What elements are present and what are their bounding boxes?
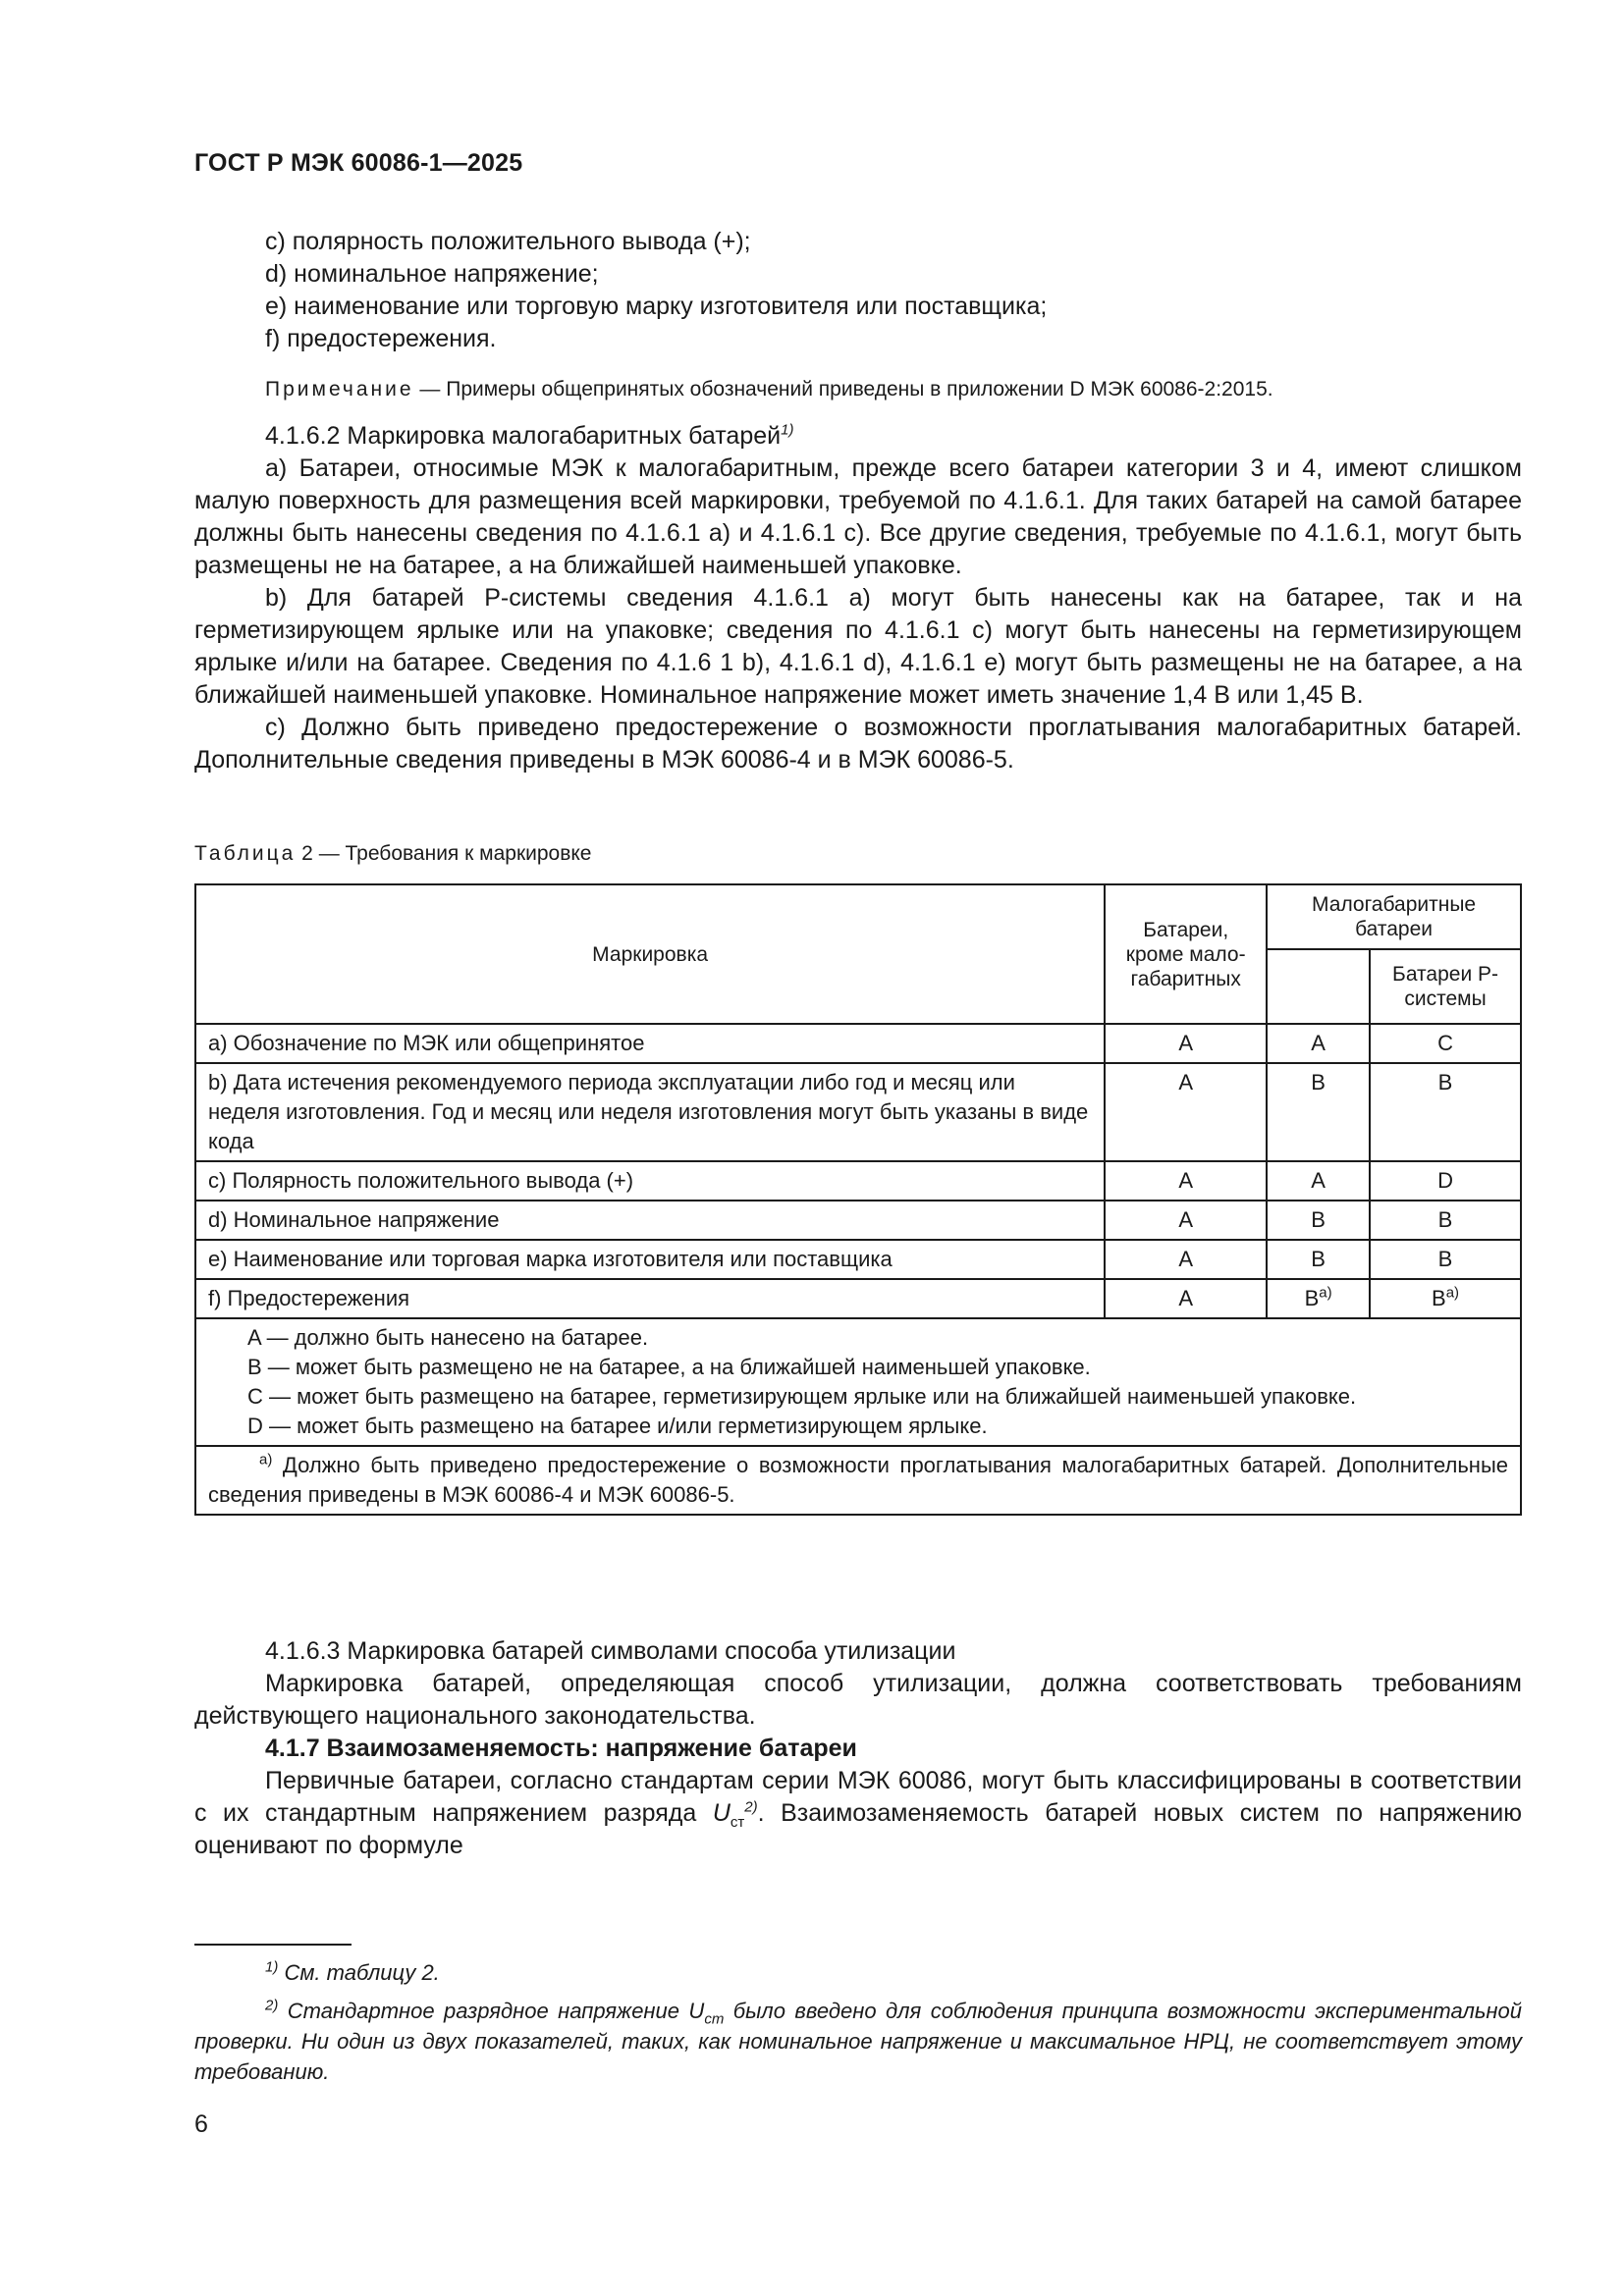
section-title: 4.1.6.2 Маркировка малогабаритных батарей: [265, 422, 782, 450]
table-footnote-text: Должно быть приведено предостережение о возможности проглатывания малогабаритных батарей. Дополнительные сведения приведены в МЭК 60086-4 и МЭК 60086-5.: [208, 1453, 1508, 1507]
footnote-text: было введено для соблюдения принципа возможности экспериментальной проверки. Ни один из двух показателей, таких, как номинальное напряжение и максимальное НРЦ, не соответствует этому требованию.: [194, 1999, 1522, 2084]
caption-label: Таблица: [194, 842, 297, 865]
val-text: B: [1304, 1286, 1320, 1310]
row-val-non-small: A: [1105, 1063, 1267, 1161]
footnote-2: [194, 1996, 1522, 2087]
note: [194, 375, 1522, 404]
paragraph-a: а) Батареи, относимые МЭК к малогабаритным, прежде всего батареи категории 3 и 4, имеют слишком малую поверхность для размещения всей маркировки, требуемой по 4.1.6.1. Для таких батарей на самой батарее должны быть нанесены сведения по 4.1.6.1 а) и 4.1.6.1 с). Все другие сведения, требуемые по 4.1.6.1, могут быть размещены не на батарее, а на ближайшей наименьшей упаковке.: [194, 454, 1522, 579]
row-val-non-small: A: [1105, 1279, 1267, 1318]
row-desc: а) Обозначение по МЭК или общепринятое: [195, 1024, 1105, 1063]
table-row: [195, 1063, 1521, 1161]
legend-item: A — должно быть нанесено на батарее.: [247, 1325, 649, 1350]
paragraph-c: c) Должно быть приведено предостережение о возможности проглатывания малогабаритных батарей. Дополнительные сведения приведены в МЭК 60086-4 и в МЭК 60086-5.: [194, 714, 1522, 774]
footnote-ref: 1): [265, 1958, 279, 1976]
footnote-rule: [194, 1944, 352, 1946]
row-val-non-small: A: [1105, 1201, 1267, 1240]
row-val-p-system: B: [1370, 1063, 1521, 1161]
row-desc: с) Полярность положительного вывода (+): [195, 1161, 1105, 1201]
table-footnote-row: [195, 1446, 1521, 1515]
table-row: [195, 1240, 1521, 1279]
symbol-sub: ст: [704, 2010, 725, 2028]
section-4162: [194, 420, 1522, 776]
row-val-p-system: B: [1370, 1201, 1521, 1240]
footnote-text: Стандартное разрядное напряжение: [278, 1999, 689, 2023]
text-part: . Взаимозаменяемость батарей новых систем по напряжению оценивают по формуле: [194, 1799, 1522, 1859]
header-marking: Маркировка: [195, 884, 1105, 1024]
document-header: ГОСТ Р МЭК 60086-1—2025: [194, 149, 523, 177]
row-val-p-system: B: [1370, 1240, 1521, 1279]
text-part: Первичные батареи, согласно стандартам серии МЭК 60086, могут быть классифицированы в соответствии с их стандартным напряжением разряда: [194, 1767, 1522, 1827]
legend-item: B — может быть размещено не на батарее, а на ближайшей наименьшей упаковке.: [247, 1355, 1091, 1379]
row-val-non-small: A: [1105, 1240, 1267, 1279]
note-text: — Примеры общепринятых обозначений приведены в приложении D МЭК 60086-2:2015.: [413, 378, 1273, 400]
section-text: Маркировка батарей, определяющая способ утилизации, должна соответствовать требованиям действующего национального законодательства.: [194, 1670, 1522, 1730]
table-row: [195, 1201, 1521, 1240]
row-val-p-system: D: [1370, 1161, 1521, 1201]
footnote-ref: а): [1319, 1284, 1332, 1302]
row-desc: d) Номинальное напряжение: [195, 1201, 1105, 1240]
row-desc: b) Дата истечения рекомендуемого периода эксплуатации либо год и месяц или неделя изготовления. Год и месяц или неделя изготовления могут быть указаны в виде кода: [195, 1063, 1105, 1161]
footnote-ref: 1): [781, 421, 794, 439]
header-p-system: Батареи P-системы: [1370, 949, 1521, 1024]
footnote-text: См. таблицу 2.: [278, 1960, 440, 1985]
section-text: [194, 1765, 1522, 1862]
row-val-small: B: [1267, 1063, 1370, 1161]
footnote-ref: 2): [265, 1997, 279, 2014]
marking-table-wrapper: [194, 883, 1522, 1516]
marking-list: [194, 226, 1522, 355]
section-4163: [194, 1635, 1522, 1733]
list-item: c) полярность положительного вывода (+);: [265, 228, 751, 255]
table-row: [195, 1279, 1521, 1318]
table-caption: [194, 839, 1522, 869]
row-val-non-small: A: [1105, 1161, 1267, 1201]
table-legend: [195, 1318, 1521, 1446]
table-legend-row: [195, 1318, 1521, 1446]
table-footnote: [195, 1446, 1521, 1515]
list-item: e) наименование или торговую марку изготовителя или поставщика;: [265, 293, 1048, 320]
footnotes: [194, 1957, 1522, 2087]
legend-item: C — может быть размещено на батарее, герметизирующем ярлыке или на ближайшей наименьшей упаковке.: [247, 1384, 1357, 1409]
note-label: Примечание: [265, 378, 414, 400]
row-val-small: [1267, 1279, 1370, 1318]
footnote-ref: а): [1445, 1284, 1460, 1302]
row-desc: е) Наименование или торговая марка изготовителя или поставщика: [195, 1240, 1105, 1279]
row-val-small: A: [1267, 1161, 1370, 1201]
row-val-non-small: A: [1105, 1024, 1267, 1063]
section-title: 4.1.6.3 Маркировка батарей символами способа утилизации: [265, 1637, 956, 1665]
row-val-small: A: [1267, 1024, 1370, 1063]
table-row: [195, 1161, 1521, 1201]
val-text: B: [1432, 1286, 1446, 1310]
list-item: d) номинальное напряжение;: [265, 260, 599, 288]
row-val-p-system: [1370, 1279, 1521, 1318]
page-number: 6: [194, 2110, 208, 2138]
row-val-small: B: [1267, 1201, 1370, 1240]
section-title: 4.1.7 Взаимозаменяемость: напряжение батареи: [265, 1735, 857, 1762]
legend-item: D — может быть размещено на батарее и/или герметизирующем ярлыке.: [247, 1414, 988, 1438]
symbol-sub: ст: [730, 1814, 745, 1831]
footnote-1: [194, 1957, 1522, 1988]
header-small-blank: [1267, 949, 1370, 1024]
marking-table: [194, 883, 1522, 1516]
section-417: [194, 1733, 1522, 1862]
symbol-u: U: [688, 1999, 705, 2023]
paragraph-b: b) Для батарей P-системы сведения 4.1.6.1 а) могут быть нанесены как на батарее, так и на герметизирующем ярлыке или на упаковке; сведения по 4.1.6.1 с) могут быть нанесены на герметизирующем ярлыке и/или на батарее. Сведения по 4.1.6 1 b), 4.1.6.1 d), 4.1.6.1 е) могут быть размещены не на батарее, а на ближайшей наименьшей упаковке. Номинальное напряжение может иметь значение 1,4 В или 1,45 В.: [194, 584, 1522, 709]
symbol-u: U: [712, 1799, 731, 1827]
caption-text: 2 — Требования к маркировке: [296, 842, 592, 865]
footnote-ref: а): [259, 1451, 273, 1468]
list-item: f) предостережения.: [265, 325, 497, 352]
header-non-small: Батареи, кроме мало-габаритных: [1105, 884, 1267, 1024]
table-row: [195, 1024, 1521, 1063]
row-val-p-system: C: [1370, 1024, 1521, 1063]
row-val-small: B: [1267, 1240, 1370, 1279]
header-small: Малогабаритные батареи: [1267, 884, 1521, 949]
footnote-ref: 2): [744, 1798, 758, 1816]
row-desc: f) Предостережения: [195, 1279, 1105, 1318]
